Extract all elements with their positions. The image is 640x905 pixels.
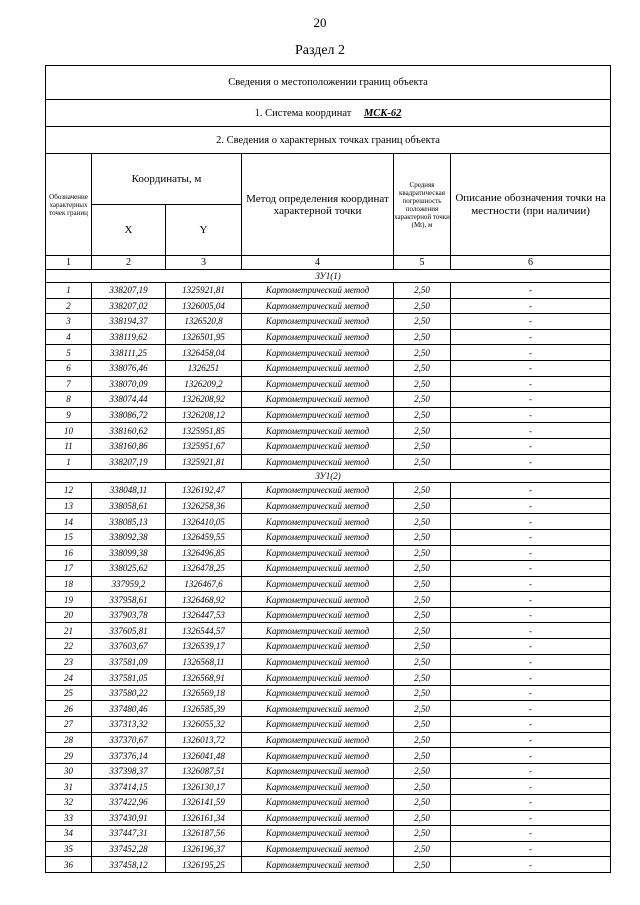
method-cell: Картометрический метод: [242, 314, 394, 330]
column-number: 3: [166, 256, 242, 270]
accuracy-cell: 2,50: [394, 376, 451, 392]
method-cell: Картометрический метод: [242, 623, 394, 639]
description-cell: -: [451, 826, 611, 842]
coordinate-x: 337903,78: [92, 607, 166, 623]
method-cell: Картометрический метод: [242, 639, 394, 655]
accuracy-cell: 2,50: [394, 779, 451, 795]
coordinate-y: 1326569,18: [166, 685, 242, 701]
accuracy-cell: 2,50: [394, 561, 451, 577]
table-row: [46, 623, 611, 639]
point-number: 1: [46, 454, 92, 470]
description-cell: -: [451, 376, 611, 392]
accuracy-cell: 2,50: [394, 748, 451, 764]
method-cell: Картометрический метод: [242, 498, 394, 514]
coordinate-y: 1326459,55: [166, 529, 242, 545]
coordinate-x: 338048,11: [92, 483, 166, 499]
coordinate-y: 1326209,2: [166, 376, 242, 392]
description-cell: -: [451, 795, 611, 811]
method-cell: Картометрический метод: [242, 329, 394, 345]
method-cell: Картометрический метод: [242, 514, 394, 530]
method-cell: Картометрический метод: [242, 407, 394, 423]
header-x: X: [92, 205, 166, 256]
description-cell: -: [451, 654, 611, 670]
description-cell: -: [451, 670, 611, 686]
point-number: 30: [46, 763, 92, 779]
coordinate-x: 337958,61: [92, 592, 166, 608]
table-row: [46, 826, 611, 842]
coordinate-y: 1326468,92: [166, 592, 242, 608]
description-cell: -: [451, 483, 611, 499]
point-number: 27: [46, 717, 92, 733]
table-row: [46, 654, 611, 670]
coordinate-y: 1326478,25: [166, 561, 242, 577]
table-row: [46, 376, 611, 392]
method-cell: Картометрический метод: [242, 545, 394, 561]
point-number: 20: [46, 607, 92, 623]
table-row: [46, 529, 611, 545]
section-title: Раздел 2: [294, 43, 346, 58]
table-row: [46, 345, 611, 361]
table-row: [46, 498, 611, 514]
coordinate-y: 1326251: [166, 360, 242, 376]
header-coordinates: Координаты, м: [92, 154, 242, 205]
description-cell: -: [451, 685, 611, 701]
coordinate-x: 337605,81: [92, 623, 166, 639]
coordinate-y: 1326585,39: [166, 701, 242, 717]
point-number: 21: [46, 623, 92, 639]
coordinate-x: 338207,19: [92, 454, 166, 470]
point-number: 17: [46, 561, 92, 577]
coordinate-system-value: МСК-62: [363, 107, 402, 119]
coordinate-y: 1326568,91: [166, 670, 242, 686]
description-cell: -: [451, 779, 611, 795]
column-number: 6: [451, 256, 611, 270]
table-row: [46, 483, 611, 499]
header-method: Метод определения координат характерной точки: [242, 154, 394, 256]
accuracy-cell: 2,50: [394, 498, 451, 514]
description-cell: -: [451, 701, 611, 717]
coordinate-y: 1326141,59: [166, 795, 242, 811]
table-row: [46, 685, 611, 701]
coordinate-x: 337430,91: [92, 810, 166, 826]
coordinate-y: 1326196,37: [166, 841, 242, 857]
coordinate-y: 1326568,11: [166, 654, 242, 670]
coordinate-y: 1326544,57: [166, 623, 242, 639]
description-cell: -: [451, 329, 611, 345]
table-row: [46, 407, 611, 423]
coordinate-y: 1325921,81: [166, 454, 242, 470]
accuracy-cell: 2,50: [394, 795, 451, 811]
table-row: [46, 763, 611, 779]
method-cell: Картометрический метод: [242, 654, 394, 670]
table-row: [46, 576, 611, 592]
coordinate-y: 1326087,51: [166, 763, 242, 779]
coordinate-y: 1326458,04: [166, 345, 242, 361]
method-cell: Картометрический метод: [242, 423, 394, 439]
point-number: 35: [46, 841, 92, 857]
point-number: 34: [46, 826, 92, 842]
point-number: 13: [46, 498, 92, 514]
point-number: 33: [46, 810, 92, 826]
table-row: [46, 857, 611, 873]
group-name: ЗУ1(1): [46, 270, 611, 283]
coordinate-x: 337422,96: [92, 795, 166, 811]
coordinate-system-row: [46, 100, 611, 127]
method-cell: Картометрический метод: [242, 748, 394, 764]
coordinate-x: 337376,14: [92, 748, 166, 764]
coordinate-x: 338207,19: [92, 283, 166, 299]
method-cell: Картометрический метод: [242, 732, 394, 748]
accuracy-cell: 2,50: [394, 314, 451, 330]
coordinate-x: 338074,44: [92, 392, 166, 408]
table-row: [46, 639, 611, 655]
description-cell: -: [451, 438, 611, 454]
accuracy-cell: 2,50: [394, 360, 451, 376]
accuracy-cell: 2,50: [394, 623, 451, 639]
coordinate-y: 1326192,47: [166, 483, 242, 499]
table-row: [46, 561, 611, 577]
description-cell: -: [451, 763, 611, 779]
coordinate-y: 1325951,67: [166, 438, 242, 454]
method-cell: Картометрический метод: [242, 576, 394, 592]
accuracy-cell: 2,50: [394, 576, 451, 592]
point-number: 12: [46, 483, 92, 499]
point-number: 31: [46, 779, 92, 795]
coordinate-x: 338076,46: [92, 360, 166, 376]
coordinate-x: 337480,46: [92, 701, 166, 717]
coordinate-x: 338111,25: [92, 345, 166, 361]
accuracy-cell: 2,50: [394, 670, 451, 686]
accuracy-cell: 2,50: [394, 592, 451, 608]
coordinate-x: 338025,62: [92, 561, 166, 577]
accuracy-cell: 2,50: [394, 732, 451, 748]
table-row: [46, 795, 611, 811]
point-number: 22: [46, 639, 92, 655]
table-row: [46, 329, 611, 345]
description-cell: -: [451, 561, 611, 577]
header-description: Описание обозначения точки на местности (при наличии): [451, 154, 611, 256]
method-cell: Картометрический метод: [242, 779, 394, 795]
method-cell: Картометрический метод: [242, 841, 394, 857]
method-cell: Картометрический метод: [242, 685, 394, 701]
coordinate-y: 1326005,04: [166, 298, 242, 314]
method-cell: Картометрический метод: [242, 795, 394, 811]
point-number: 6: [46, 360, 92, 376]
accuracy-cell: 2,50: [394, 329, 451, 345]
table-row: [46, 283, 611, 299]
method-cell: Картометрический метод: [242, 483, 394, 499]
group-row: [46, 470, 611, 483]
table-row: [46, 392, 611, 408]
coordinate-x: 338119,62: [92, 329, 166, 345]
description-cell: -: [451, 423, 611, 439]
coordinate-y: 1326208,12: [166, 407, 242, 423]
point-number: 15: [46, 529, 92, 545]
group-name: ЗУ1(2): [46, 470, 611, 483]
method-cell: Картометрический метод: [242, 826, 394, 842]
coordinate-x: 338070,09: [92, 376, 166, 392]
coordinate-x: 337580,22: [92, 685, 166, 701]
description-cell: -: [451, 407, 611, 423]
accuracy-cell: 2,50: [394, 483, 451, 499]
coordinate-x: 338058,61: [92, 498, 166, 514]
method-cell: Картометрический метод: [242, 298, 394, 314]
table-row: [46, 514, 611, 530]
description-cell: -: [451, 392, 611, 408]
coordinate-y: 1326055,32: [166, 717, 242, 733]
table-row: [46, 360, 611, 376]
method-cell: Картометрический метод: [242, 701, 394, 717]
point-number: 14: [46, 514, 92, 530]
description-cell: -: [451, 298, 611, 314]
table-row: [46, 717, 611, 733]
description-cell: -: [451, 360, 611, 376]
method-cell: Картометрический метод: [242, 438, 394, 454]
point-number: 9: [46, 407, 92, 423]
accuracy-cell: 2,50: [394, 423, 451, 439]
coordinate-y: 1326258,36: [166, 498, 242, 514]
table-row: [46, 841, 611, 857]
description-cell: -: [451, 529, 611, 545]
coordinate-y: 1326130,17: [166, 779, 242, 795]
description-cell: -: [451, 810, 611, 826]
point-number: 26: [46, 701, 92, 717]
accuracy-cell: 2,50: [394, 283, 451, 299]
point-number: 4: [46, 329, 92, 345]
accuracy-cell: 2,50: [394, 438, 451, 454]
point-number: 24: [46, 670, 92, 686]
description-cell: -: [451, 639, 611, 655]
coordinate-y: 1326447,53: [166, 607, 242, 623]
method-cell: Картометрический метод: [242, 283, 394, 299]
accuracy-cell: 2,50: [394, 826, 451, 842]
accuracy-cell: 2,50: [394, 607, 451, 623]
header-y: Y: [166, 205, 242, 256]
coordinate-y: 1326208,92: [166, 392, 242, 408]
table-row: [46, 314, 611, 330]
accuracy-cell: 2,50: [394, 392, 451, 408]
header-accuracy: Средняя квадратическая погрешность положения характерной точки (Mt), м: [394, 154, 451, 256]
coordinate-x: 337447,31: [92, 826, 166, 842]
coordinate-x: 337959,2: [92, 576, 166, 592]
description-cell: -: [451, 592, 611, 608]
point-number: 3: [46, 314, 92, 330]
method-cell: Картометрический метод: [242, 717, 394, 733]
coordinate-y: 1326161,34: [166, 810, 242, 826]
accuracy-cell: 2,50: [394, 345, 451, 361]
coordinate-y: 1326501,95: [166, 329, 242, 345]
coordinate-x: 337458,12: [92, 857, 166, 873]
table-row: [46, 438, 611, 454]
method-cell: Картометрический метод: [242, 763, 394, 779]
accuracy-cell: 2,50: [394, 454, 451, 470]
accuracy-cell: 2,50: [394, 685, 451, 701]
point-number: 36: [46, 857, 92, 873]
accuracy-cell: 2,50: [394, 701, 451, 717]
coordinate-x: 337603,67: [92, 639, 166, 655]
method-cell: Картометрический метод: [242, 561, 394, 577]
coordinate-x: 338099,38: [92, 545, 166, 561]
method-cell: Картометрический метод: [242, 376, 394, 392]
accuracy-cell: 2,50: [394, 529, 451, 545]
coordinate-x: 337313,32: [92, 717, 166, 733]
description-cell: -: [451, 717, 611, 733]
coordinate-y: 1326520,8: [166, 314, 242, 330]
method-cell: Картометрический метод: [242, 392, 394, 408]
point-number: 18: [46, 576, 92, 592]
coordinate-x: 337398,37: [92, 763, 166, 779]
accuracy-cell: 2,50: [394, 857, 451, 873]
coordinate-y: 1326539,17: [166, 639, 242, 655]
coordinate-y: 1326410,05: [166, 514, 242, 530]
method-cell: Картометрический метод: [242, 592, 394, 608]
method-cell: Картометрический метод: [242, 857, 394, 873]
method-cell: Картометрический метод: [242, 345, 394, 361]
coordinate-y: 1325921,81: [166, 283, 242, 299]
accuracy-cell: 2,50: [394, 407, 451, 423]
description-cell: -: [451, 345, 611, 361]
column-number: 5: [394, 256, 451, 270]
coordinate-x: 338092,38: [92, 529, 166, 545]
accuracy-cell: 2,50: [394, 514, 451, 530]
method-cell: Картометрический метод: [242, 607, 394, 623]
accuracy-cell: 2,50: [394, 810, 451, 826]
description-cell: -: [451, 576, 611, 592]
table-row: [46, 779, 611, 795]
description-cell: -: [451, 607, 611, 623]
coordinate-x: 338160,86: [92, 438, 166, 454]
coordinate-system-label: 1. Система координат: [254, 107, 352, 119]
description-cell: -: [451, 748, 611, 764]
table-row: [46, 298, 611, 314]
point-number: 25: [46, 685, 92, 701]
coordinate-y: 1326041,48: [166, 748, 242, 764]
description-cell: -: [451, 514, 611, 530]
table-row: [46, 810, 611, 826]
accuracy-cell: 2,50: [394, 763, 451, 779]
point-number: 32: [46, 795, 92, 811]
coordinate-x: 338086,72: [92, 407, 166, 423]
table-row: [46, 701, 611, 717]
table-row: [46, 545, 611, 561]
point-number: 8: [46, 392, 92, 408]
column-number: 1: [46, 256, 92, 270]
point-number: 11: [46, 438, 92, 454]
column-number: 2: [92, 256, 166, 270]
point-number: 28: [46, 732, 92, 748]
coordinate-x: 338085,13: [92, 514, 166, 530]
point-number: 1: [46, 283, 92, 299]
table-caption: Сведения о местоположении границ объекта: [46, 66, 611, 100]
point-number: 29: [46, 748, 92, 764]
coordinate-x: 337581,09: [92, 654, 166, 670]
coordinate-x: 337452,28: [92, 841, 166, 857]
description-cell: -: [451, 498, 611, 514]
point-number: 2: [46, 298, 92, 314]
coordinate-y: 1325951,85: [166, 423, 242, 439]
method-cell: Картометрический метод: [242, 454, 394, 470]
coordinate-x: 338194,37: [92, 314, 166, 330]
method-cell: Картометрический метод: [242, 810, 394, 826]
point-number: 23: [46, 654, 92, 670]
page-number: 20: [313, 15, 327, 30]
coordinate-x: 337581,05: [92, 670, 166, 686]
table-row: [46, 454, 611, 470]
description-cell: -: [451, 857, 611, 873]
method-cell: Картометрический метод: [242, 670, 394, 686]
table-row: [46, 748, 611, 764]
column-number: 4: [242, 256, 394, 270]
table-row: [46, 592, 611, 608]
coordinate-y: 1326496,85: [166, 545, 242, 561]
point-number: 5: [46, 345, 92, 361]
point-number: 10: [46, 423, 92, 439]
table-row: [46, 423, 611, 439]
coordinate-y: 1326467,6: [166, 576, 242, 592]
accuracy-cell: 2,50: [394, 717, 451, 733]
accuracy-cell: 2,50: [394, 545, 451, 561]
accuracy-cell: 2,50: [394, 654, 451, 670]
point-number: 16: [46, 545, 92, 561]
description-cell: -: [451, 545, 611, 561]
coordinate-y: 1326195,25: [166, 857, 242, 873]
boundary-points-table: [45, 65, 611, 873]
coordinate-x: 338160,62: [92, 423, 166, 439]
method-cell: Картометрический метод: [242, 529, 394, 545]
method-cell: Картометрический метод: [242, 360, 394, 376]
accuracy-cell: 2,50: [394, 298, 451, 314]
description-cell: -: [451, 623, 611, 639]
description-cell: -: [451, 283, 611, 299]
point-number: 7: [46, 376, 92, 392]
table-row: [46, 607, 611, 623]
coordinate-x: 337414,15: [92, 779, 166, 795]
accuracy-cell: 2,50: [394, 639, 451, 655]
coordinate-x: 338207,02: [92, 298, 166, 314]
description-cell: -: [451, 314, 611, 330]
coordinate-x: 337370,67: [92, 732, 166, 748]
point-number: 19: [46, 592, 92, 608]
table-row: [46, 732, 611, 748]
description-cell: -: [451, 454, 611, 470]
accuracy-cell: 2,50: [394, 841, 451, 857]
table-row: [46, 670, 611, 686]
points-heading: 2. Сведения о характерных точках границ объекта: [46, 127, 611, 154]
group-row: [46, 270, 611, 283]
header-point-label: Обозначение характерных точек границ: [46, 154, 92, 256]
description-cell: -: [451, 732, 611, 748]
description-cell: -: [451, 841, 611, 857]
coordinate-y: 1326187,56: [166, 826, 242, 842]
coordinate-y: 1326013,72: [166, 732, 242, 748]
